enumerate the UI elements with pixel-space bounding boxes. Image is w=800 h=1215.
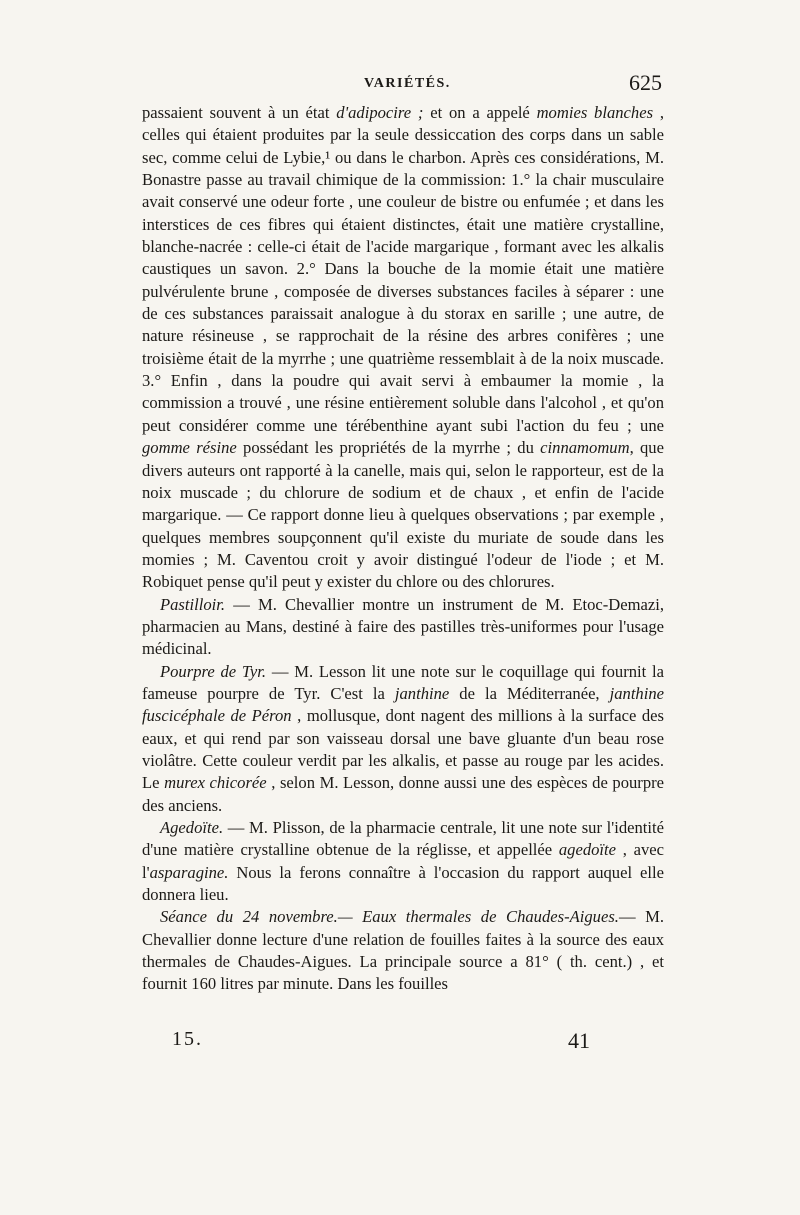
text-run: de la Méditerranée, (449, 683, 610, 703)
sheet-number: 41 (568, 1028, 590, 1053)
page-number: 625 (629, 70, 662, 95)
paragraph (142, 817, 664, 906)
paragraph (142, 661, 664, 817)
text-run: , mollusque, dont nagent des millions à la surface des eaux, et qui rend par son vaisseau dorsal une bave gluante d'un beau rose violâtre. Cette couleur verdit par les alkalis, et passe au rouge par les acides. Le (142, 706, 664, 793)
body-text (142, 102, 664, 996)
text-run: , selon M. Lesson, donne aussi une des espèces de pourpre des anciens. (142, 773, 665, 815)
paragraph (142, 906, 664, 995)
italic-text: Pastilloir. (160, 594, 226, 614)
italic-text: Agedoïte. (160, 818, 224, 837)
page-header (142, 70, 662, 100)
italic-text: agedoïte (558, 840, 617, 860)
text-run: Nous la ferons connaître à l'occasion du rapport auquel elle donnera lieu. (142, 862, 664, 905)
italic-text: Pourpre de Tyr. (160, 661, 267, 681)
italic-text: cinnamomum (540, 438, 630, 458)
italic-text: murex chicorée (164, 773, 267, 793)
italic-text: Séance du 24 novembre.— Eaux thermales de Chaudes-Aigues. (160, 907, 619, 927)
text-run: possédant les propriétés de la myrrhe ; du (236, 438, 541, 458)
text-run: — M. Plisson, de la pharmacie centrale, lit une note sur l'identité d'une matière crystalline obtenue de la réglisse, et appellée (142, 818, 664, 860)
italic-text: d'adipocire ; (336, 103, 424, 122)
paragraph (142, 594, 664, 661)
running-title: VARIÉTÉS. (364, 76, 451, 91)
text-run: , avec l' (142, 840, 665, 882)
text-run: , que divers auteurs ont rapporté à la canelle, mais qui, selon le rapporteur, est de la noix muscade ; du chlorure de sodium et de chaux , et enfin de l'acide margarique. — Ce rapport donne lieu à quelques observations ; par exemple , quelques membres soupçonnent qu'il existe du muriate de soude dans les momies ; M. Caventou croit y avoir distingué l'odeur de l'iode ; et M. Robiquet pense qu'il peut y exister du chlore ou des chlorures. (142, 438, 664, 592)
signature-mark: 15. (172, 1028, 203, 1050)
text-run: — M. Lesson lit une note sur le coquillage qui fournit la fameuse pourpre de Tyr. C'est la (142, 661, 664, 703)
page-footer (142, 1028, 664, 1058)
italic-text: gomme résine (142, 438, 237, 458)
italic-text: momies blanches (536, 103, 654, 122)
text-run: — M. Chevallier montre un instrument de M. Etoc-Demazi, pharmacien au Mans, destiné à faire des pastilles très-uniformes pour l'usage médicinal. (142, 594, 664, 659)
text-run: et on a appelé (423, 103, 537, 122)
italic-text: janthine fuscicéphale de Péron (142, 683, 664, 726)
paragraph (142, 102, 664, 594)
text-run: , celles qui étaient produites par la seule dessiccation des corps dans un sable sec, comme celui de Lybie,¹ ou dans le charbon. Après ces considérations, M. Bonastre passe au travail chimique de la commission: 1.° la chair musculaire avait conservé une odeur forte , une couleur de bistre ou enfumée ; et dans les interstices de ces fibres qui étaient distinctes, était une matière crystalline, blanche-nacrée : celle-ci était de l'acide margarique , formant avec les alkalis caustiques un savon. 2.° Dans la bouche de la momie était une matière pulvérulente brune , composée de diverses substances faciles à séparer : une de ces substances paraissait analogue à du storax en sarille ; une autre, de nature résineuse , se rapprochait de la résine des arbres conifères ; une troisième était de la myrrhe ; une quatrième ressemblait à de la noix muscade. 3.° Enfin , dans la poudre qui avait servi à embaumer la momie , la commission a trouvé , une résine entièrement soluble dans l'alcohol , et qu'on peut considérer comme une térébenthine ayant subi l'action du feu ; une (142, 103, 664, 435)
text-run: passaient souvent à un état (142, 103, 337, 122)
italic-text: janthine (394, 683, 450, 703)
italic-text: asparagine. (149, 862, 229, 882)
text-run: — M. Chevallier donne lecture d'une relation de fouilles faites à la source des eaux thermales de Chaudes-Aigues. La principale source a 81° ( th. cent.) , et fournit 160 litres par minute. Dans les fouilles (142, 907, 664, 994)
